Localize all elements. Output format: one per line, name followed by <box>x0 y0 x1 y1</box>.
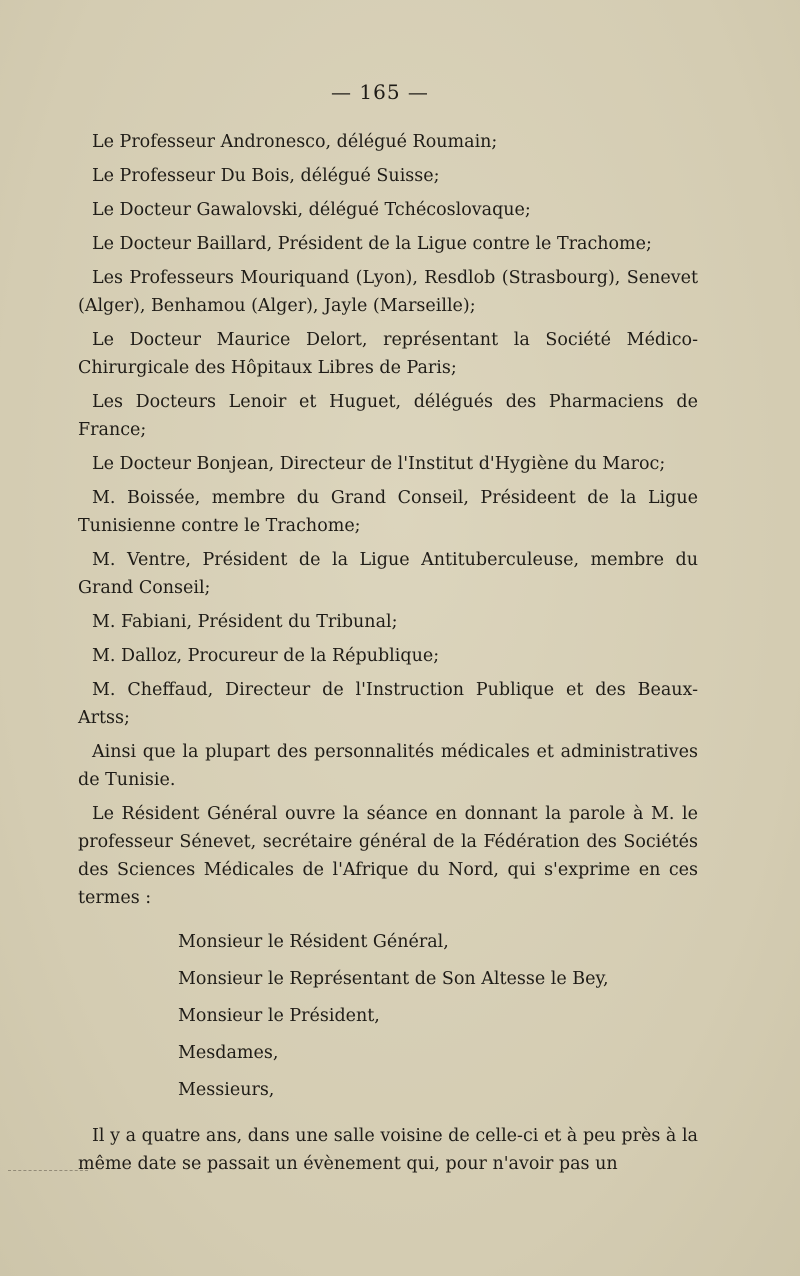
paragraph: M. Fabiani, Président du Tribunal; <box>92 612 398 632</box>
salutation-line: Messieurs, <box>178 1080 275 1100</box>
salutation-line: Monsieur le Résident Général, <box>178 932 449 952</box>
scan-artifact <box>8 1170 88 1171</box>
page-number: — 165 — <box>331 80 429 104</box>
salutation-block <box>178 928 698 1104</box>
body-text <box>78 128 698 1184</box>
paragraph: Le Résident Général ouvre la séance en donnant la parole à M. le professeur Sénevet, secrétaire général de la Fédération des Sociétés des Sciences Médicales de l'Afrique du Nord, qui s'exprime en ces termes : <box>78 804 698 908</box>
paragraph: Les Professeurs Mouriquand (Lyon), Resdlob (Strasbourg), Senevet (Alger), Benhamou (Alger), Jayle (Marseille); <box>78 268 698 316</box>
paragraph: Le Docteur Bonjean, Directeur de l'Institut d'Hygiène du Maroc; <box>92 454 666 474</box>
paragraph: Le Docteur Maurice Delort, représentant la Société Médico-Chirurgicale des Hôpitaux Libres de Paris; <box>78 330 698 378</box>
paragraph: M. Boissée, membre du Grand Conseil, Présideent de la Ligue Tunisienne contre le Trachome; <box>78 488 698 536</box>
paragraph: M. Ventre, Président de la Ligue Antituberculeuse, membre du Grand Conseil; <box>78 550 698 598</box>
paragraph: Les Docteurs Lenoir et Huguet, délégués des Pharmaciens de France; <box>78 392 698 440</box>
paragraph: Le Professeur Du Bois, délégué Suisse; <box>92 166 440 186</box>
paragraph: Le Professeur Andronesco, délégué Roumain; <box>92 132 498 152</box>
paragraph: Le Docteur Gawalovski, délégué Tchécoslovaque; <box>92 200 531 220</box>
salutation-line: Mesdames, <box>178 1043 279 1063</box>
paragraph: Ainsi que la plupart des personnalités médicales et administratives de Tunisie. <box>78 742 698 790</box>
paragraph: Le Docteur Baillard, Président de la Ligue contre le Trachome; <box>92 234 652 254</box>
salutation-line: Monsieur le Représentant de Son Altesse le Bey, <box>178 969 609 989</box>
salutation-line: Monsieur le Président, <box>178 1006 380 1026</box>
paragraph: M. Dalloz, Procureur de la République; <box>92 646 440 666</box>
paragraph: M. Cheffaud, Directeur de l'Instruction Publique et des Beaux-Artss; <box>78 680 698 728</box>
closing-paragraph: Il y a quatre ans, dans une salle voisine de celle-ci et à peu près à la même date se passait un évènement qui, pour n'avoir pas un <box>78 1126 698 1174</box>
